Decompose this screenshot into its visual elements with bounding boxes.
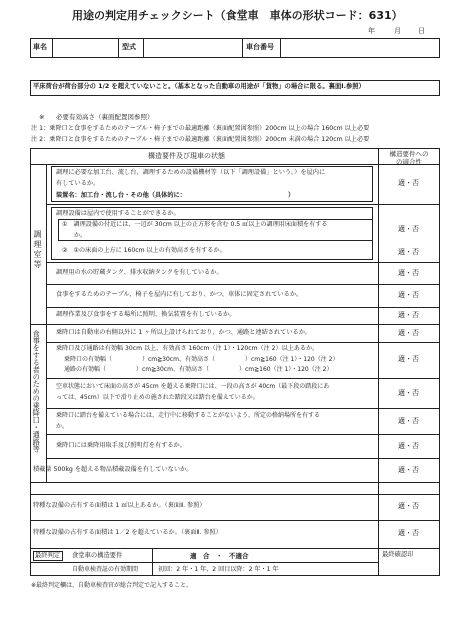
special2-result[interactable]: 適・否 [398, 529, 419, 537]
row1-line-c: 装置名：加工台・流し台・その他（具体的に： ） [56, 192, 295, 199]
row1-result[interactable]: 適・否 [398, 179, 419, 187]
row6-text: 乗降口は自動車の右側以外に 1 ヶ所以上設けられており、かつ、通路と連結されているか。 [56, 329, 312, 336]
header-conformity: 構造要件への の適合性 [389, 150, 429, 166]
final-footnote: ※最終判定欄は、自動車検査官が総合判定で記入すること。 [31, 582, 193, 589]
date-month: 月 [394, 27, 401, 35]
row11-text: 積載量 500kg を超える物品積載設備を有していないか。 [33, 466, 193, 473]
row9-line-a: 乗降口に踏台を備えている場合には、走行中に移動することがないよう、所定の格納場所を有する [56, 412, 321, 419]
row7-line-c: 通路の有効幅（ ）cm≧30cm、有効高さ（ ）cm≧160（注 1）・120（注 2） [64, 366, 333, 373]
row7-result[interactable]: 適・否 [398, 355, 419, 363]
row10-result[interactable]: 適・否 [398, 442, 419, 450]
header-requirements: 構造要件及び現車の状態 [148, 152, 225, 160]
model-label: 型式 [122, 43, 136, 51]
section-kitchen: 調理室等 [33, 230, 42, 270]
cargo-rule-text: 平床荷台が荷台部分の 1/2 を超えていないこと。（基本となった自動車の用途が「貨物」の場合に限る。裏面Ⅰ.参照） [33, 83, 365, 90]
row8-line-b: っては、45cm）以下で滑り止めの施された踏段又は踏台を備えているか。 [56, 394, 259, 401]
note-mark: ※ [39, 113, 45, 121]
car-name-field[interactable] [53, 39, 117, 57]
final-confirm-stamp-area[interactable] [379, 562, 439, 575]
row1-line-a: 調理に必要な加工台、流し台、調理するための設備機材等（以下「調理設備」という。）を屋内に [56, 169, 326, 176]
special2-text: 特種な設備の占有する面積は 1／2 を超えているか。（裏面Ⅱ. 参照） [33, 529, 222, 536]
car-name-label: 車名 [33, 43, 47, 51]
final-confirm-label: 最終確認印 [382, 551, 414, 558]
row9-result[interactable]: 適・否 [398, 417, 419, 425]
chassis-field[interactable] [281, 39, 439, 57]
section-boarding: 食事をする者のための乗降口・通路等 [32, 330, 42, 453]
model-field[interactable] [144, 39, 241, 57]
row3-text: 調理用の水の貯蔵タンク、排水収納タンクを有しているか。 [56, 269, 223, 276]
row3-result[interactable]: 適・否 [398, 269, 419, 277]
page-title: 用途の判定用チェックシート（食堂車 車体の形状コード：631） [72, 9, 403, 22]
row2-result-1[interactable]: 適・否 [398, 225, 419, 233]
special1-result[interactable]: 適・否 [398, 502, 419, 510]
final-period-label: 自動車検査証の有効期間 [72, 566, 139, 573]
special1-text: 特種な設備の占有する面積は 1 ㎡以上あるか。（裏面Ⅱ. 参照） [33, 502, 206, 509]
note-line-2: 注 1：乗降口と食事をするためのテーブル・椅子までの最適距離（裏面配置図参照）200cm 以上の場合 160cm 以上必要 [31, 125, 370, 132]
row4-text: 食事をするためのテーブル、椅子を屋内に有しており、かつ、車体に固定されているか。 [56, 291, 303, 298]
row6-result[interactable]: 適・否 [398, 329, 419, 337]
row2-line-a: 調理設備は屋内で使用することができるか。 [56, 210, 180, 217]
final-period-value[interactable]: 初回：2 年・1 年、2 回目以降：2 年・1 年 [158, 566, 279, 573]
row7-line-b: 乗降口の有効幅（ ）cm≧30cm、有効高さ（ ）cm≧160（注 1）・120（注 2） [64, 356, 339, 363]
final-requirement: 食堂車の構造要件 [72, 552, 123, 559]
date-day: 日 [418, 27, 425, 35]
row11-result[interactable]: 適・否 [398, 466, 419, 474]
note-line-3: 注 2：乗降口と食事をするためのテーブル・椅子までの最適距離（裏面配置図参照）200cm 未満の場合 120cm 以上必要 [31, 136, 370, 143]
note-line-1: 必要有効高さ（裏面配置図参照） [56, 113, 154, 121]
row4-result[interactable]: 適・否 [398, 291, 419, 299]
date-year: 年 [368, 27, 375, 35]
row8-line-a: 空車状態において床面の高さが 45cm を超える乗降口には、一段の高さが 40cm（最下段の踏段にあ [56, 383, 330, 390]
final-judge[interactable]: 適 合 ・ 不適合 [190, 552, 249, 560]
row2-line-d: ② ①の床面の上方に 160cm 以上の有効高さを有するか。 [62, 247, 226, 254]
row9-line-b: か。 [56, 423, 69, 430]
row10-text: 乗降口には乗降用取手及び照明灯を有するか。 [56, 442, 186, 449]
final-label: 最終判定 [35, 552, 61, 559]
row5-result[interactable]: 適・否 [398, 311, 419, 319]
row7-line-a: 乗降口及び通路は有効幅 30cm 以上、有効高さ 160cm（注 1）・120cm（注 2）以上あるか。 [56, 345, 319, 352]
row1-line-b: 有しているか。 [56, 180, 100, 187]
chassis-label: 車台番号 [246, 43, 274, 51]
row2-result-2[interactable]: 適・否 [398, 248, 419, 256]
row8-result[interactable]: 適・否 [398, 389, 419, 397]
row2-line-c: か。 [74, 232, 87, 239]
row5-text: 調理作業及び食事をする場所に照明、換気装置を有しているか。 [56, 311, 236, 318]
row2-line-b: ① 調理設備の付近には、一辺が 30cm 以上の正方形を含む 0.5 ㎡以上の調理用床面積を有する [62, 221, 328, 228]
